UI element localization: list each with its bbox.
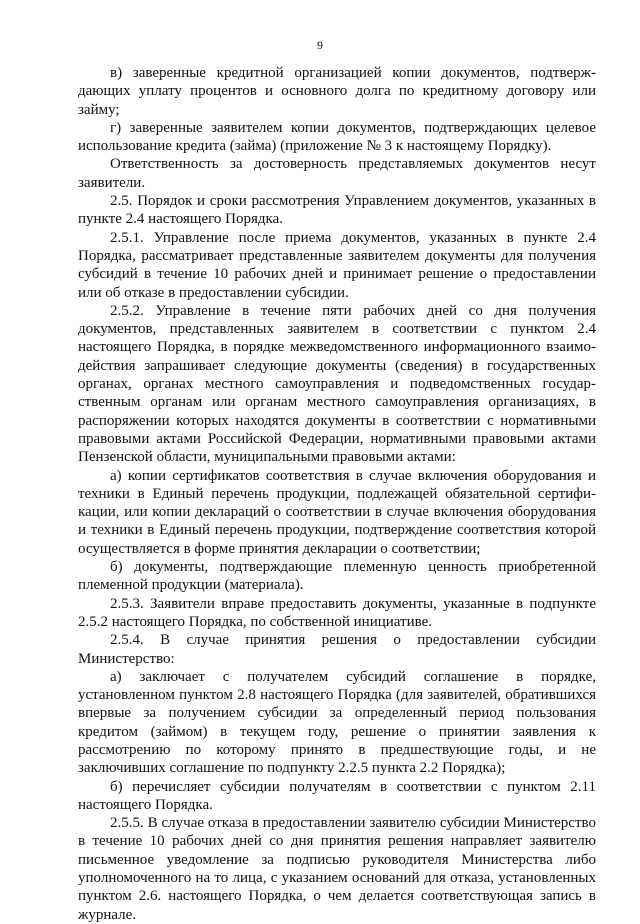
paragraph-2-5-5: 2.5.5. В случае отказа в предоставлении заявителю субсидии Министерство в течение 10 рабочих дней со дня принятия решения направляет заявителю письменное уведомление за подписью руководителя Министерства либо уполномоченного на то лица, с указанием оснований для отказа, установленных пунктом 2.6. настоящего Порядка, о чем делается соответствующая запись в журнале. xyxy=(78,815,596,923)
paragraph-2-5-2-a: а) копии сертификатов соответствия в случае включения оборудования и техники в Единый перечень продукции, подлежащей обязательной сертификации, или копии деклараций о соответствии в случае включения оборудования и техники в Единый перечень продукции, подтверждение соответствия которой осуществляется в форме принятия декларации о соответствии; xyxy=(78,467,596,557)
document-body xyxy=(78,64,596,924)
paragraph-2-5-4-a: а) заключает с получателем субсидий соглашение в порядке, установленном пунктом 2.8 настоящего Порядка (для заявителей, обратившихся впервые за получением субсидии за определенный период пользования кредитом (займом) в текущем году, решение о принятии заявления к рассмотрению по которому принято в предшествующие годы, и не заключивших соглашение по подпункту 2.2.5 пункта 2.2 Порядка); xyxy=(78,668,596,777)
paragraph-item-v: в) заверенные кредитной организацией копии документов, подтверждающих уплату процентов и основного долга по кредитному договору или займу; xyxy=(78,65,596,118)
paragraph-2-5-1: 2.5.1. Управление после приема документов, указанных в пункте 2.4 Порядка, рассматривает представленные заявителем документы для получения субсидий в течение 10 рабочих дней и принимает решение о предоставлении или об отказе в предоставлении субсидии. xyxy=(78,229,596,301)
page-number: 9 xyxy=(317,38,323,52)
paragraph-2-5-4: 2.5.4. В случае принятия решения о предоставлении субсидии Министерство: xyxy=(78,632,596,667)
paragraph-item-g: г) заверенные заявителем копии документов, подтверждающих целевое использование кредита (займа) (приложение № 3 к настоящему Порядку). xyxy=(78,119,596,155)
paragraph-responsibility: Ответственность за достоверность представляемых документов несут заявители. xyxy=(78,156,596,191)
paragraph-2-5-4-b: б) перечисляет субсидии получателям в соответствии с пунктом 2.11 настоящего Порядка. xyxy=(78,778,596,813)
paragraph-2-5-3: 2.5.3. Заявители вправе предоставить документы, указанные в подпункте 2.5.2 настоящего Порядка, по собственной инициативе. xyxy=(78,595,596,630)
paragraph-2-5: 2.5. Порядок и сроки рассмотрения Управлением документов, указанных в пункте 2.4 настоящего Порядка. xyxy=(78,193,596,228)
paragraph-2-5-2-b: б) документы, подтверждающие племенную ценность приобретенной племенной продукции (материала). xyxy=(78,559,596,594)
paragraph-2-5-2: 2.5.2. Управление в течение пяти рабочих дней со дня получения документов, представленных заявителем в соответствии с пунктом 2.4 настоящего Порядка, в порядке межведомственного информационного взаимодействия запрашивает следующие документы (сведения) в государственных органах, органах местного самоуправления и подведомственных государственным органам или органам местного самоуправления организациях, в распоряжении которых находятся документы в соответствии с нормативными правовыми актами Российской Федерации, нормативными правовыми актами Пензенской области, муниципальными правовыми актами: xyxy=(78,302,596,466)
